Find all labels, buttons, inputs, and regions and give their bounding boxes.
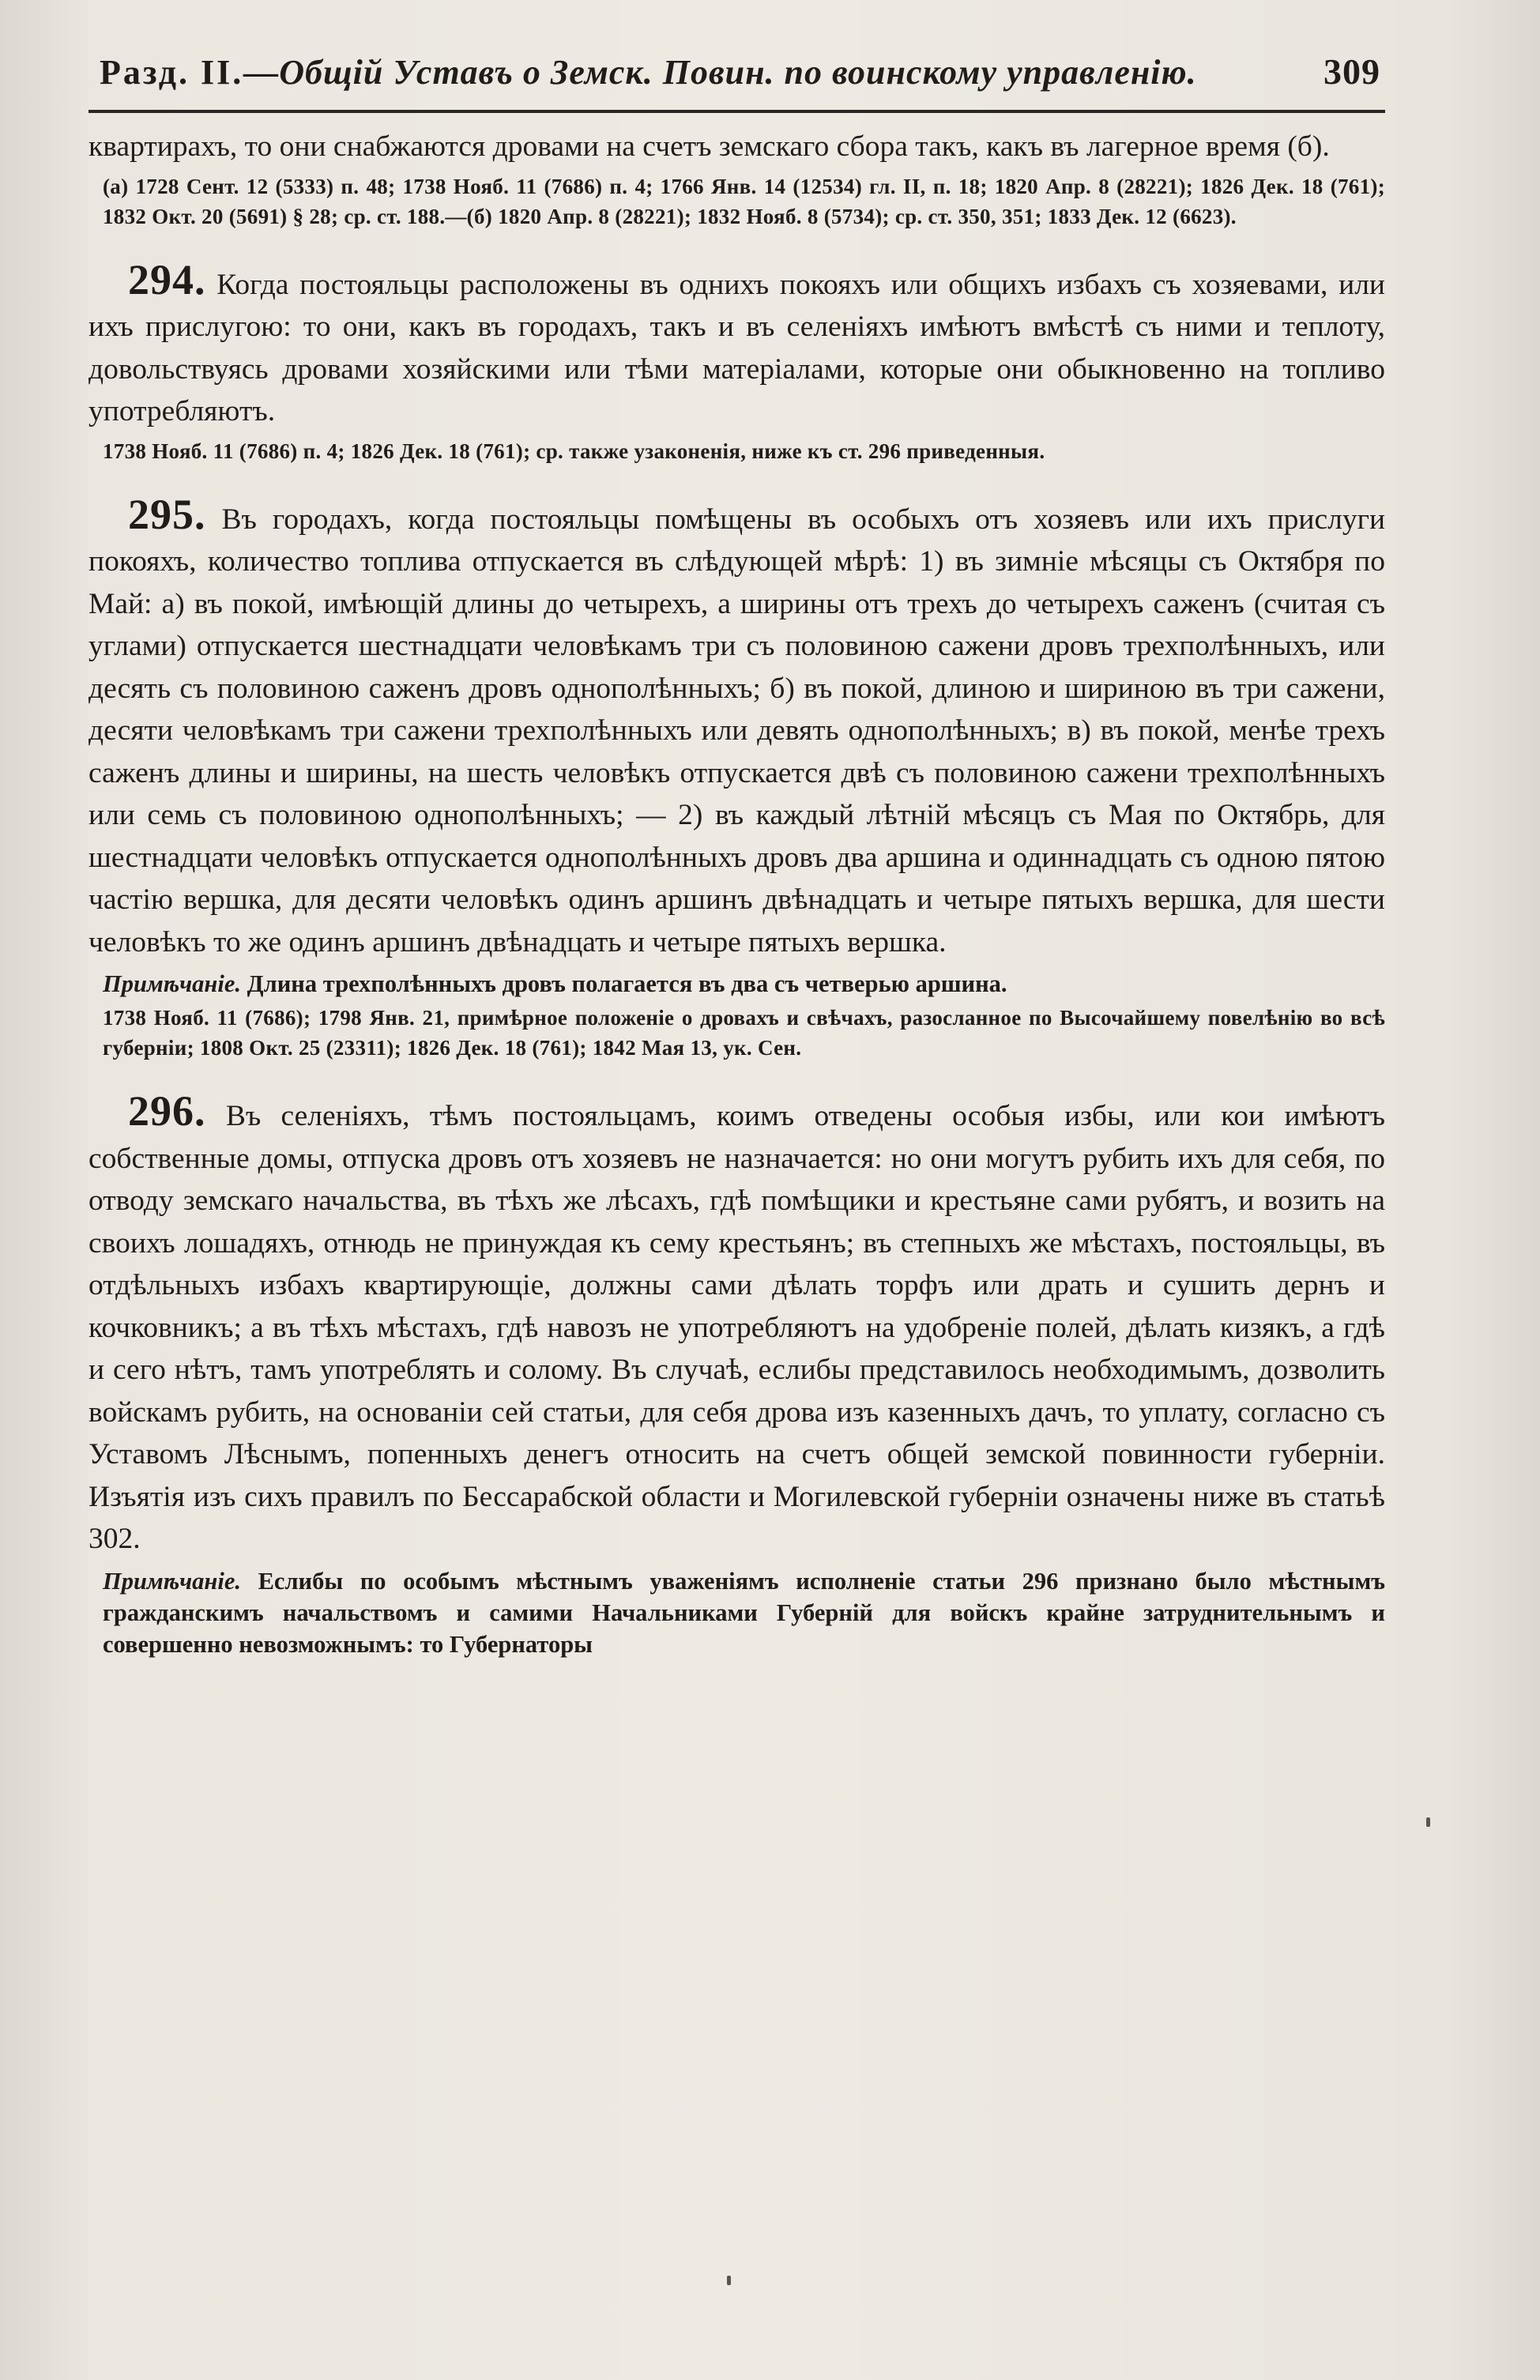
note-text: Длина трехполѣнныхъ дровъ полагается въ два съ четверью аршина. <box>247 970 1007 997</box>
article-294 <box>88 255 1386 466</box>
title-text: —Общій Уставъ о Земск. Повин. по воинскому управленію. <box>243 53 1197 92</box>
article-text: Когда постояльцы расположены въ однихъ покояхъ или общихъ избахъ съ хозяевами, или ихъ прислугою: то они, какъ въ городахъ, такъ и въ селеніяхъ имѣютъ вмѣстѣ съ ними и теплоту, довольствуясь дровами хозяйскими или тѣми матеріалами, которые они обыкновенно на топливо употребляютъ. <box>88 268 1386 427</box>
paper-speck <box>727 2276 731 2285</box>
note-label: Примѣчаніе. <box>103 970 242 997</box>
article-number: 296. <box>128 1087 206 1135</box>
article-note <box>88 968 1385 1000</box>
article-295 <box>88 490 1386 1064</box>
article-citation: 1738 Нояб. 11 (7686); 1798 Янв. 21, примѣрное положеніе о дровахъ и свѣчахъ, разосланное по Высочайшему повелѣнію во всѣ губерніи; 1808 Окт. 25 (23311); 1826 Дек. 18 (761); 1842 Мая 13, ук. Сен. <box>103 1006 1385 1060</box>
article-paragraph <box>88 255 1386 433</box>
article-number: 295. <box>128 490 206 538</box>
article-text: Въ городахъ, когда постояльцы помѣщены въ особыхъ отъ хозяевъ или ихъ прислуги покояхъ, количество топлива отпускается въ слѣдующей мѣрѣ: 1) въ зимніе мѣсяцы съ Октября по Май: а) въ покой, имѣющій длины до четырехъ, а ширины отъ трехъ до четырехъ саженъ (считая съ углами) отпускается шестнадцати человѣкамъ три съ половиною сажени дровъ трехполѣнныхъ, или десять съ половиною саженъ дровъ однополѣнныхъ; б) въ покой, длиною и шириною въ три сажени, десяти человѣкамъ три сажени трехполѣнныхъ или девять однополѣнныхъ; в) въ покой, менѣе трехъ саженъ длины и ширины, на шесть человѣкъ отпускается двѣ съ половиною сажени трехполѣнныхъ или семь съ половиною однополѣнныхъ; — 2) въ каждый лѣтній мѣсяцъ съ Мая по Октябрь, для шестнадцати человѣкъ отпускается однополѣнныхъ дровъ два аршина и одиннадцать съ одною пятою частію вершка, для десяти человѣкъ одинъ аршинъ двѣнадцать и четыре пятыхъ вершка, для шести человѣкъ то же одинъ аршинъ двѣнадцать и четыре пятыхъ вершка. <box>88 503 1386 958</box>
intro-citation: (а) 1728 Сент. 12 (5333) п. 48; 1738 Нояб. 11 (7686) п. 4; 1766 Янв. 14 (12534) гл. II, п. 18; 1820 Апр. 8 (28221); 1826 Дек. 18 (761); 1832 Окт. 20 (5691) § 28; ср. ст. 188.—(б) 1820 Апр. 8 (28221); 1832 Нояб. 8 (5734); ср. ст. 350, 351; 1833 Дек. 12 (6623). <box>103 174 1385 228</box>
running-head-title <box>100 52 1197 92</box>
article-paragraph <box>88 490 1386 964</box>
note-text: Еслибы по особымъ мѣстнымъ уваженіямъ исполненіе статьи 296 признано было мѣстнымъ гражданскимъ начальствомъ и самими Начальниками Губерній для войскъ крайне затруднительнымъ и совершенно невозможнымъ: то Губернаторы <box>103 1567 1385 1658</box>
paper-speck <box>1426 1817 1430 1827</box>
note-label: Примѣчаніе. <box>103 1567 242 1595</box>
article-paragraph <box>88 1087 1385 1561</box>
article-296 <box>88 1087 1385 1660</box>
article-note <box>88 1565 1385 1660</box>
page-number: 309 <box>1323 51 1380 92</box>
article-text: Въ селеніяхъ, тѣмъ постояльцамъ, коимъ отведены особыя избы, или кои имѣютъ собственные домы, отпуска дровъ отъ хозяевъ не назначается: но они могутъ рубить ихъ для себя, по отводу земскаго начальства, въ тѣхъ же лѣсахъ, гдѣ помѣщики и крестьяне сами рубятъ, и возить на своихъ лошадяхъ, отнюдь не принуждая къ сему крестьянъ; въ степныхъ же мѣстахъ, постояльцы, въ отдѣльныхъ избахъ квартирующіе, должны сами дѣлать торфъ или драть и сушить дернъ и кочковникъ; а въ тѣхъ мѣстахъ, гдѣ навозъ не употребляютъ на удобреніе полей, дѣлать кизякъ, а гдѣ и сего нѣтъ, тамъ употреблять и солому. Въ случаѣ, еслибы представилось необходимымъ, дозволить войскамъ рубить, на основаніи сей статьи, для себя дрова изъ казенныхъ дачъ, то уплату, согласно съ Уставомъ Лѣснымъ, попенныхъ денегъ относить на счетъ общей земской повинности губерніи. Изъятія изъ сихъ правилъ по Бессарабской области и Могилевской губерніи означены ниже въ статьѣ 302. <box>88 1100 1385 1555</box>
article-number: 294. <box>128 255 206 303</box>
section-label: Разд. II. <box>100 53 244 92</box>
intro-paragraph: квартирахъ, то они снабжаются дровами на счетъ земскаго сбора такъ, какъ въ лагерное время (б). <box>88 130 1330 163</box>
running-head <box>88 51 1385 113</box>
article-citation: 1738 Нояб. 11 (7686) п. 4; 1826 Дек. 18 (761); ср. также узаконенія, ниже къ ст. 296 приведенныя. <box>103 439 1045 463</box>
